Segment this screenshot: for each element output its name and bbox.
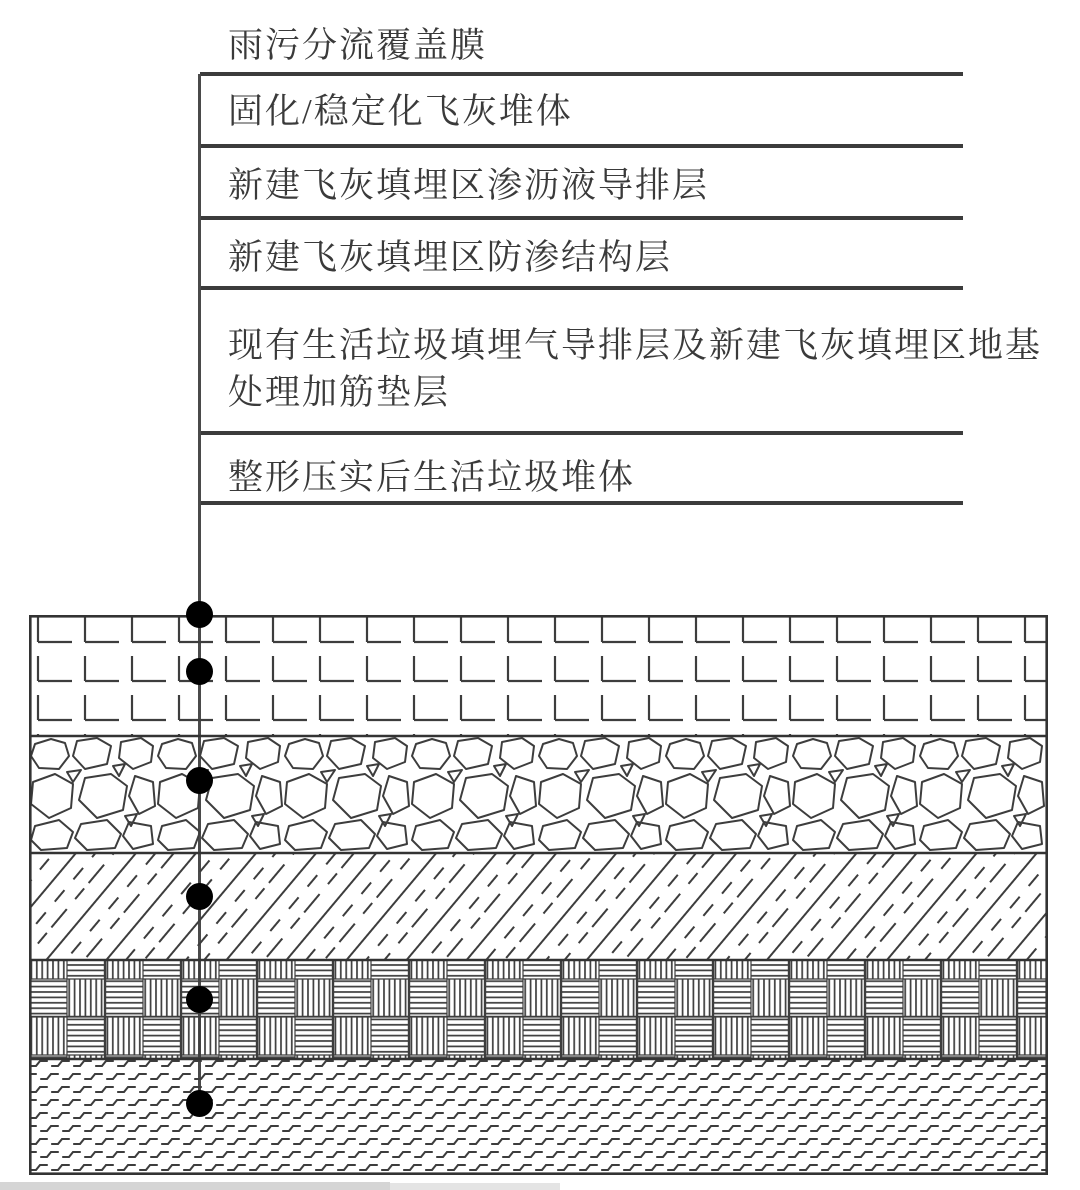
layer-fly-ash-body-brick-hatch [29, 615, 1048, 736]
legend-label-gas-drainage-cushion [228, 322, 1068, 416]
legend-label-fly-ash-body: 固化/稳定化飞灰堆体 [228, 92, 573, 131]
layer-cushion-basket-weave-hatch [29, 960, 1048, 1059]
callout-dot-leachate-drainage [186, 767, 213, 794]
legend-label-gas-drainage-line2: 处理加筋垫层 [228, 373, 451, 412]
legend-label-anti-seepage: 新建飞灰填埋区防渗结构层 [228, 238, 673, 277]
layer-anti-seepage-diagonal-hatch [29, 853, 1048, 960]
legend-separator-6 [200, 501, 963, 505]
legend-label-cover-membrane: 雨污分流覆盖膜 [228, 26, 488, 65]
legend-separator-2 [200, 144, 963, 148]
callout-dot-compacted-waste [186, 1090, 213, 1117]
layer-leachate-drainage-gravel-hatch [29, 736, 1048, 853]
legend-separator-5 [200, 431, 963, 435]
cross-section-diagram [29, 615, 1048, 1175]
legend-label-gas-drainage-line1: 现有生活垃圾填埋气导排层及新建飞灰填埋区地基 [228, 326, 1043, 365]
cross-section-area [29, 615, 1048, 1180]
layer-compacted-waste-dash-hatch [29, 1059, 1048, 1175]
callout-dot-cushion-layer [186, 986, 213, 1013]
legend-separator-3 [200, 216, 963, 220]
bottom-artifact-bar-left [0, 1182, 390, 1190]
legend-separator-1 [200, 72, 963, 76]
legend-label-leachate-drainage: 新建飞灰填埋区渗沥液导排层 [228, 166, 710, 205]
callout-dot-cover-membrane [186, 601, 213, 628]
legend-separator-4 [200, 286, 963, 290]
bottom-artifact-bar-right [390, 1183, 560, 1190]
callout-dot-anti-seepage [186, 883, 213, 910]
legend-label-compacted-waste: 整形压实后生活垃圾堆体 [228, 458, 636, 497]
callout-dot-fly-ash-body [186, 658, 213, 685]
